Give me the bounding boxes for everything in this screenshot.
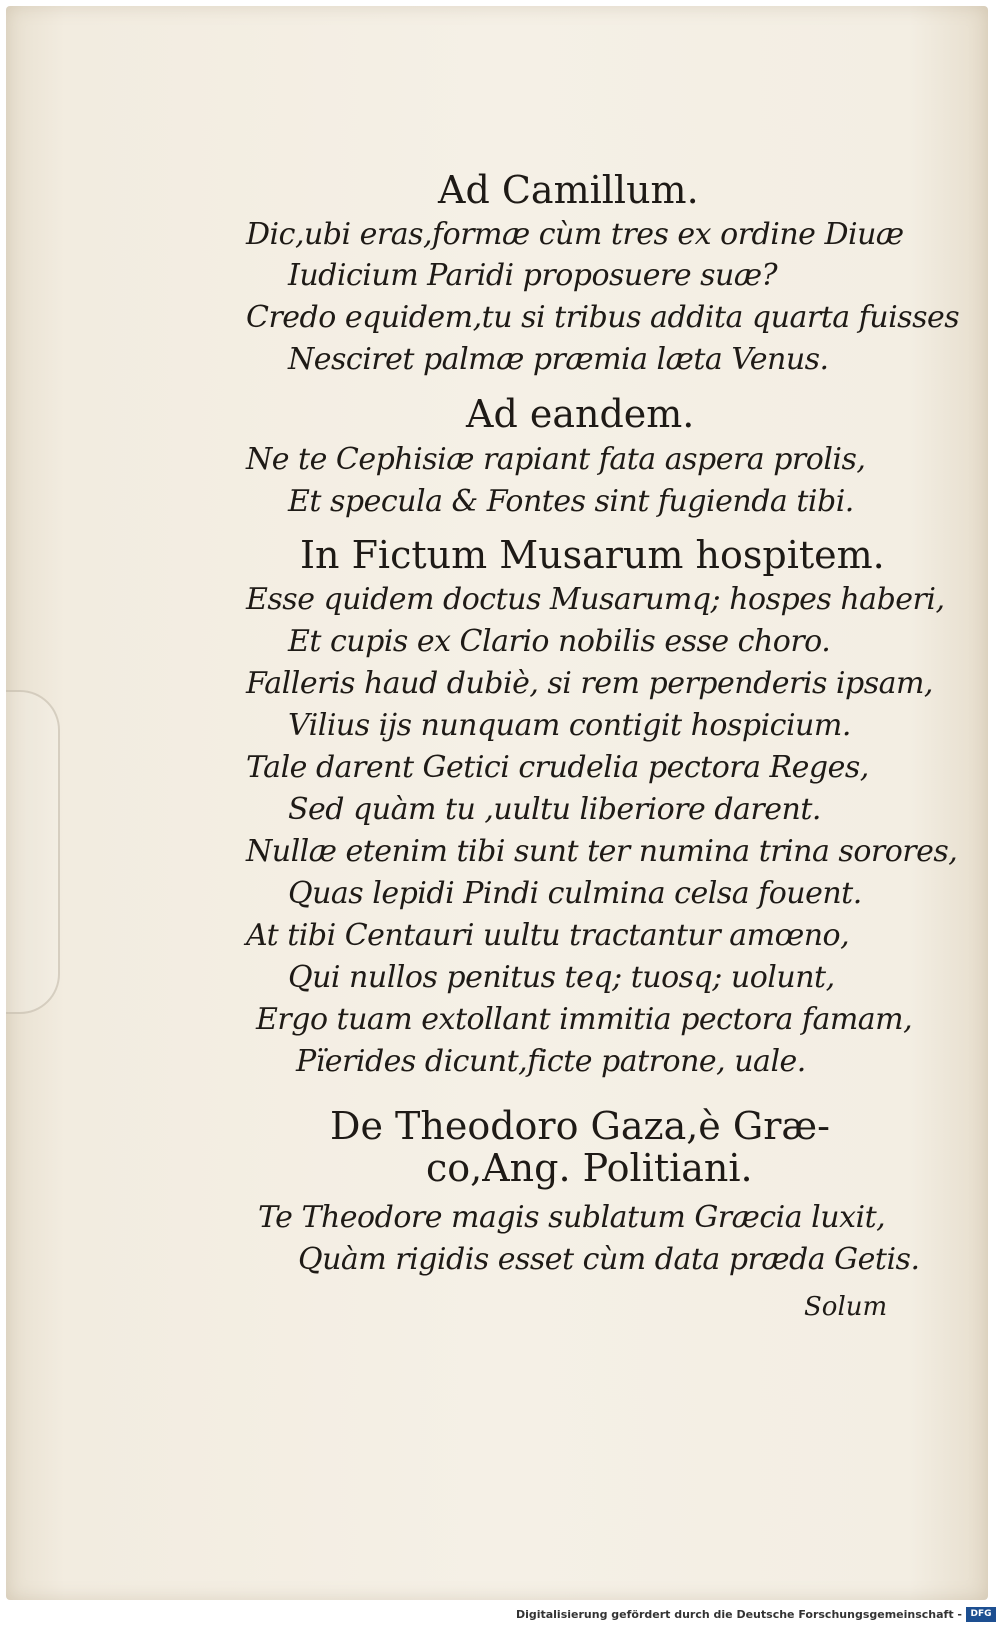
poem1-line-2: Iudicium Paridi proposuere suæ? bbox=[288, 258, 778, 293]
poem4-title-line-1: De Theodoro Gaza,è Græ- bbox=[330, 1104, 830, 1148]
poem3-line-6: Sed quàm tu ,uultu liberiore darent. bbox=[288, 792, 821, 827]
poem3-line-11: Ergo tuam extollant immitia pectora famam, bbox=[256, 1002, 913, 1037]
page-edge-tab bbox=[6, 690, 60, 1014]
poem1-line-4: Nesciret palmæ præmia læta Venus. bbox=[288, 342, 829, 377]
poem3-line-3: Falleris haud dubiè, si rem perpenderis ipsam, bbox=[246, 666, 933, 701]
poem3-line-10: Qui nullos penitus teq; tuosq; uolunt, bbox=[288, 960, 835, 995]
digitization-footer bbox=[0, 1605, 1000, 1625]
poem1-title: Ad Camillum. bbox=[438, 168, 699, 212]
poem3-line-5: Tale darent Getici crudelia pectora Reges, bbox=[246, 750, 869, 785]
poem3-line-1: Esse quidem doctus Musarumq; hospes haberi, bbox=[246, 582, 945, 617]
poem4-line-2: Quàm rigidis esset cùm data præda Getis. bbox=[298, 1242, 920, 1277]
poem4-title-line-2: co,Ang. Politiani. bbox=[426, 1146, 753, 1190]
catchword: Solum bbox=[804, 1292, 888, 1322]
poem1-line-3: Credo equidem,tu si tribus addita quarta fuisses bbox=[246, 300, 960, 335]
poem3-line-12: Pïerides dicunt,ficte patrone, uale. bbox=[296, 1044, 806, 1079]
poem2-title: Ad eandem. bbox=[466, 392, 695, 436]
poem3-line-4: Vilius ijs nunquam contigit hospicium. bbox=[288, 708, 851, 743]
poem3-title: In Fictum Musarum hospitem. bbox=[300, 533, 885, 577]
poem3-line-2: Et cupis ex Clario nobilis esse choro. bbox=[288, 624, 831, 659]
poem3-line-7: Nullæ etenim tibi sunt ter numina trina sorores, bbox=[246, 834, 958, 869]
poem4-line-1: Te Theodore magis sublatum Græcia luxit, bbox=[258, 1200, 886, 1235]
poem3-line-9: At tibi Centauri uultu tractantur amœno, bbox=[246, 918, 850, 953]
footer-credit: Digitalisierung gefördert durch die Deutsche Forschungsgemeinschaft - bbox=[515, 1608, 962, 1621]
poem1-line-1: Dic,ubi eras,formæ cùm tres ex ordine Diuæ bbox=[246, 217, 904, 252]
poem3-line-8: Quas lepidi Pindi culmina celsa fouent. bbox=[288, 876, 862, 911]
poem2-line-1: Ne te Cephisiæ rapiant fata aspera prolis, bbox=[246, 442, 866, 477]
poem2-line-2: Et specula & Fontes sint fugienda tibi. bbox=[288, 484, 854, 519]
dfg-logo-icon: DFG bbox=[966, 1607, 996, 1622]
